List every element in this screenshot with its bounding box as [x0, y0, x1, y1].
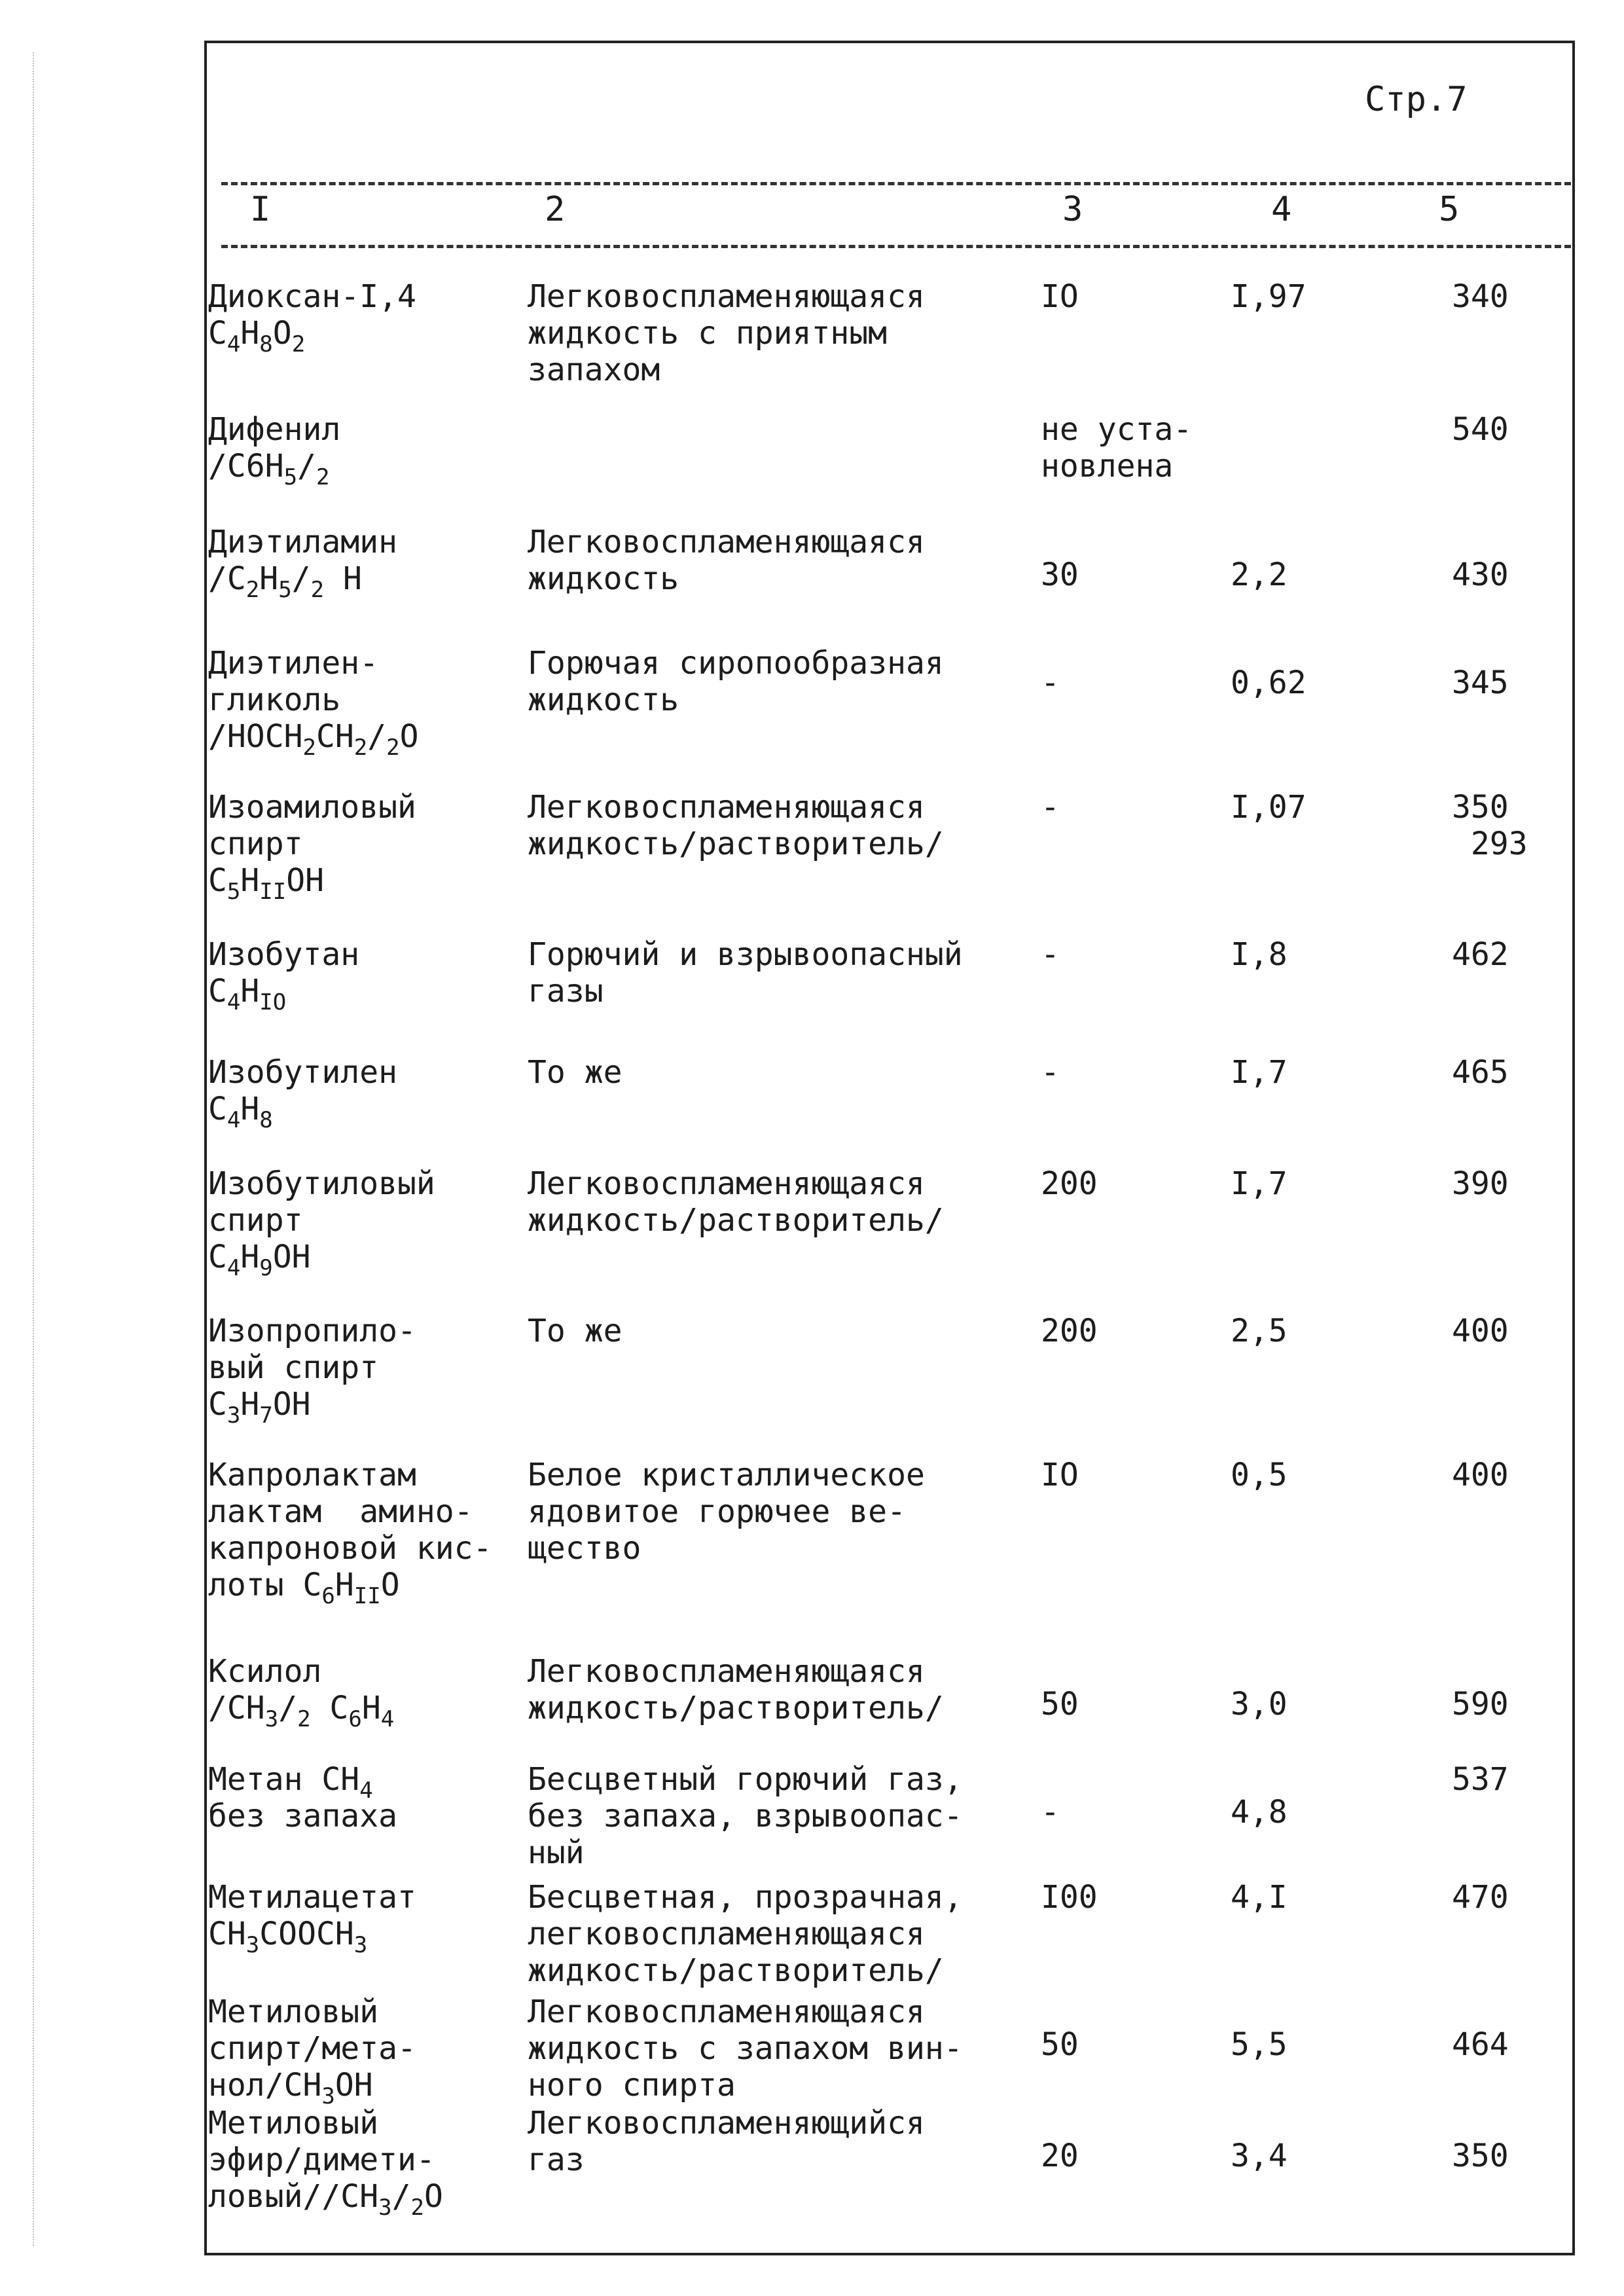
value-col-3: -	[1041, 1794, 1060, 1831]
page-number: Стр.7	[1365, 80, 1468, 119]
value-col-4: 0,5	[1231, 1457, 1288, 1493]
substance-description: Бесцветная, прозрачная, легковоспламеняющаяся жидкость/растворитель/	[528, 1879, 963, 1989]
substance-description: То же	[528, 1313, 623, 1349]
value-col-4: 3,4	[1231, 2138, 1288, 2174]
value-col-5: 464	[1452, 2026, 1509, 2063]
value-col-4: 5,5	[1231, 2026, 1288, 2063]
substance-name: Метиловый эфир/димети- ловый/$/CH_3/_2O$	[208, 2105, 443, 2221]
substance-name: Метиловый спирт/мета- нол/$CH_3OH$	[208, 1994, 416, 2109]
substance-name: Метилацетат $CH_3COOCH_3$	[208, 1879, 416, 1958]
value-col-4: I,7	[1231, 1165, 1288, 1202]
value-col-5: 345	[1452, 665, 1509, 701]
substance-name: Изопропило- вый спирт $C_3H_7OH$	[208, 1313, 416, 1429]
value-col-3: 200	[1041, 1165, 1098, 1202]
substance-description: Легковоспламеняющаяся жидкость с запахом вин- ного спирта	[528, 1994, 963, 2104]
substance-name: Изобутиловый спирт $C_4H_9OH$	[208, 1165, 435, 1281]
substance-description: Горючий и взрывоопасный газы	[528, 936, 963, 1010]
value-col-3: I00	[1041, 1879, 1098, 1916]
substance-description: Легковоспламеняющийся газ	[528, 2105, 925, 2178]
substance-name: Диэтиламин $/C_2H_5/_2$ H	[208, 524, 397, 603]
column-header-5: 5	[1439, 190, 1460, 229]
header-top-rule	[221, 182, 1571, 185]
value-col-5: 470	[1452, 1879, 1509, 1916]
value-col-4: 3,0	[1231, 1686, 1288, 1722]
substance-description: Легковоспламеняющаяся жидкость/растворитель/	[528, 789, 944, 862]
value-col-4: 2,5	[1231, 1313, 1288, 1349]
value-col-5: 462	[1452, 936, 1509, 973]
value-col-5: 590	[1452, 1686, 1509, 1722]
value-col-5: 537	[1452, 1761, 1509, 1798]
value-col-4: I,8	[1231, 936, 1288, 973]
value-col-3: 200	[1041, 1313, 1098, 1349]
value-col-3: -	[1041, 1054, 1060, 1091]
value-col-3: IO	[1041, 278, 1079, 315]
value-col-3: 50	[1041, 1686, 1079, 1722]
value-col-5: 465	[1452, 1054, 1509, 1091]
value-col-5: 350 293	[1452, 789, 1528, 862]
value-col-5: 390	[1452, 1165, 1509, 1202]
value-col-4: 4,I	[1231, 1879, 1288, 1916]
value-col-3: 30	[1041, 556, 1079, 593]
value-col-5: 400	[1452, 1457, 1509, 1493]
substance-name: Изобутилен $C_4H_8$	[208, 1054, 397, 1133]
column-header-2: 2	[545, 190, 566, 229]
value-col-3: -	[1041, 665, 1060, 701]
value-col-3: IO	[1041, 1457, 1079, 1493]
substance-name: Диоксан-I,4 $C_4H_8O_2$	[208, 278, 416, 357]
value-col-3: 50	[1041, 2026, 1079, 2063]
column-header-1: I	[250, 190, 271, 229]
substance-description: Белое кристаллическое ядовитое горючее ве- щество	[528, 1457, 925, 1567]
value-col-4: 4,8	[1231, 1794, 1288, 1831]
substance-description: Бесцветный горючий газ, без запаха, взрывоопас- ный	[528, 1761, 963, 1871]
substance-name: Метан $CH_4$ без запаха	[208, 1761, 397, 1834]
value-col-5: 430	[1452, 556, 1509, 593]
column-header-3: 3	[1062, 190, 1083, 229]
column-header-4: 4	[1271, 190, 1292, 229]
substance-name: Изоамиловый спирт $C_5H_{II}OH$	[208, 789, 416, 905]
value-col-4: I,07	[1231, 789, 1307, 826]
value-col-3: -	[1041, 789, 1060, 826]
value-col-5: 540	[1452, 411, 1509, 448]
value-col-5: 350	[1452, 2138, 1509, 2174]
header-bottom-rule	[221, 245, 1571, 248]
substance-description: Легковоспламеняющаяся жидкость/растворитель/	[528, 1653, 944, 1726]
scan-margin-line	[33, 52, 34, 2246]
substance-name: Изобутан $C_4H_{IO}$	[208, 936, 360, 1015]
substance-description: Легковоспламеняющаяся жидкость	[528, 524, 925, 597]
substance-description: Легковоспламеняющаяся жидкость с приятным запахом	[528, 278, 925, 388]
value-col-3: -	[1041, 936, 1060, 973]
substance-description: Легковоспламеняющаяся жидкость/растворитель/	[528, 1165, 944, 1239]
value-col-5: 340	[1452, 278, 1509, 315]
substance-name: Ксилол $/CH_3/_2$ $C_6H_4$	[208, 1653, 395, 1732]
value-col-4: 0,62	[1231, 665, 1307, 701]
value-col-3: не уста- новлена	[1041, 411, 1193, 484]
value-col-3: 20	[1041, 2138, 1079, 2174]
substance-description: Горючая сиропообразная жидкость	[528, 645, 944, 718]
substance-name: Капролактам лактам амино- капроновой кис- лоты $C_6H_{II}O$	[208, 1457, 492, 1609]
substance-description: То же	[528, 1054, 623, 1091]
substance-name: Дифенил $/C6H_5/_2$	[208, 411, 341, 490]
substance-name: Диэтилен- гликоль $/HOCH_2CH_2/_2O$	[208, 645, 419, 761]
value-col-4: I,7	[1231, 1054, 1288, 1091]
value-col-5: 400	[1452, 1313, 1509, 1349]
value-col-4: I,97	[1231, 278, 1307, 315]
value-col-4: 2,2	[1231, 556, 1288, 593]
